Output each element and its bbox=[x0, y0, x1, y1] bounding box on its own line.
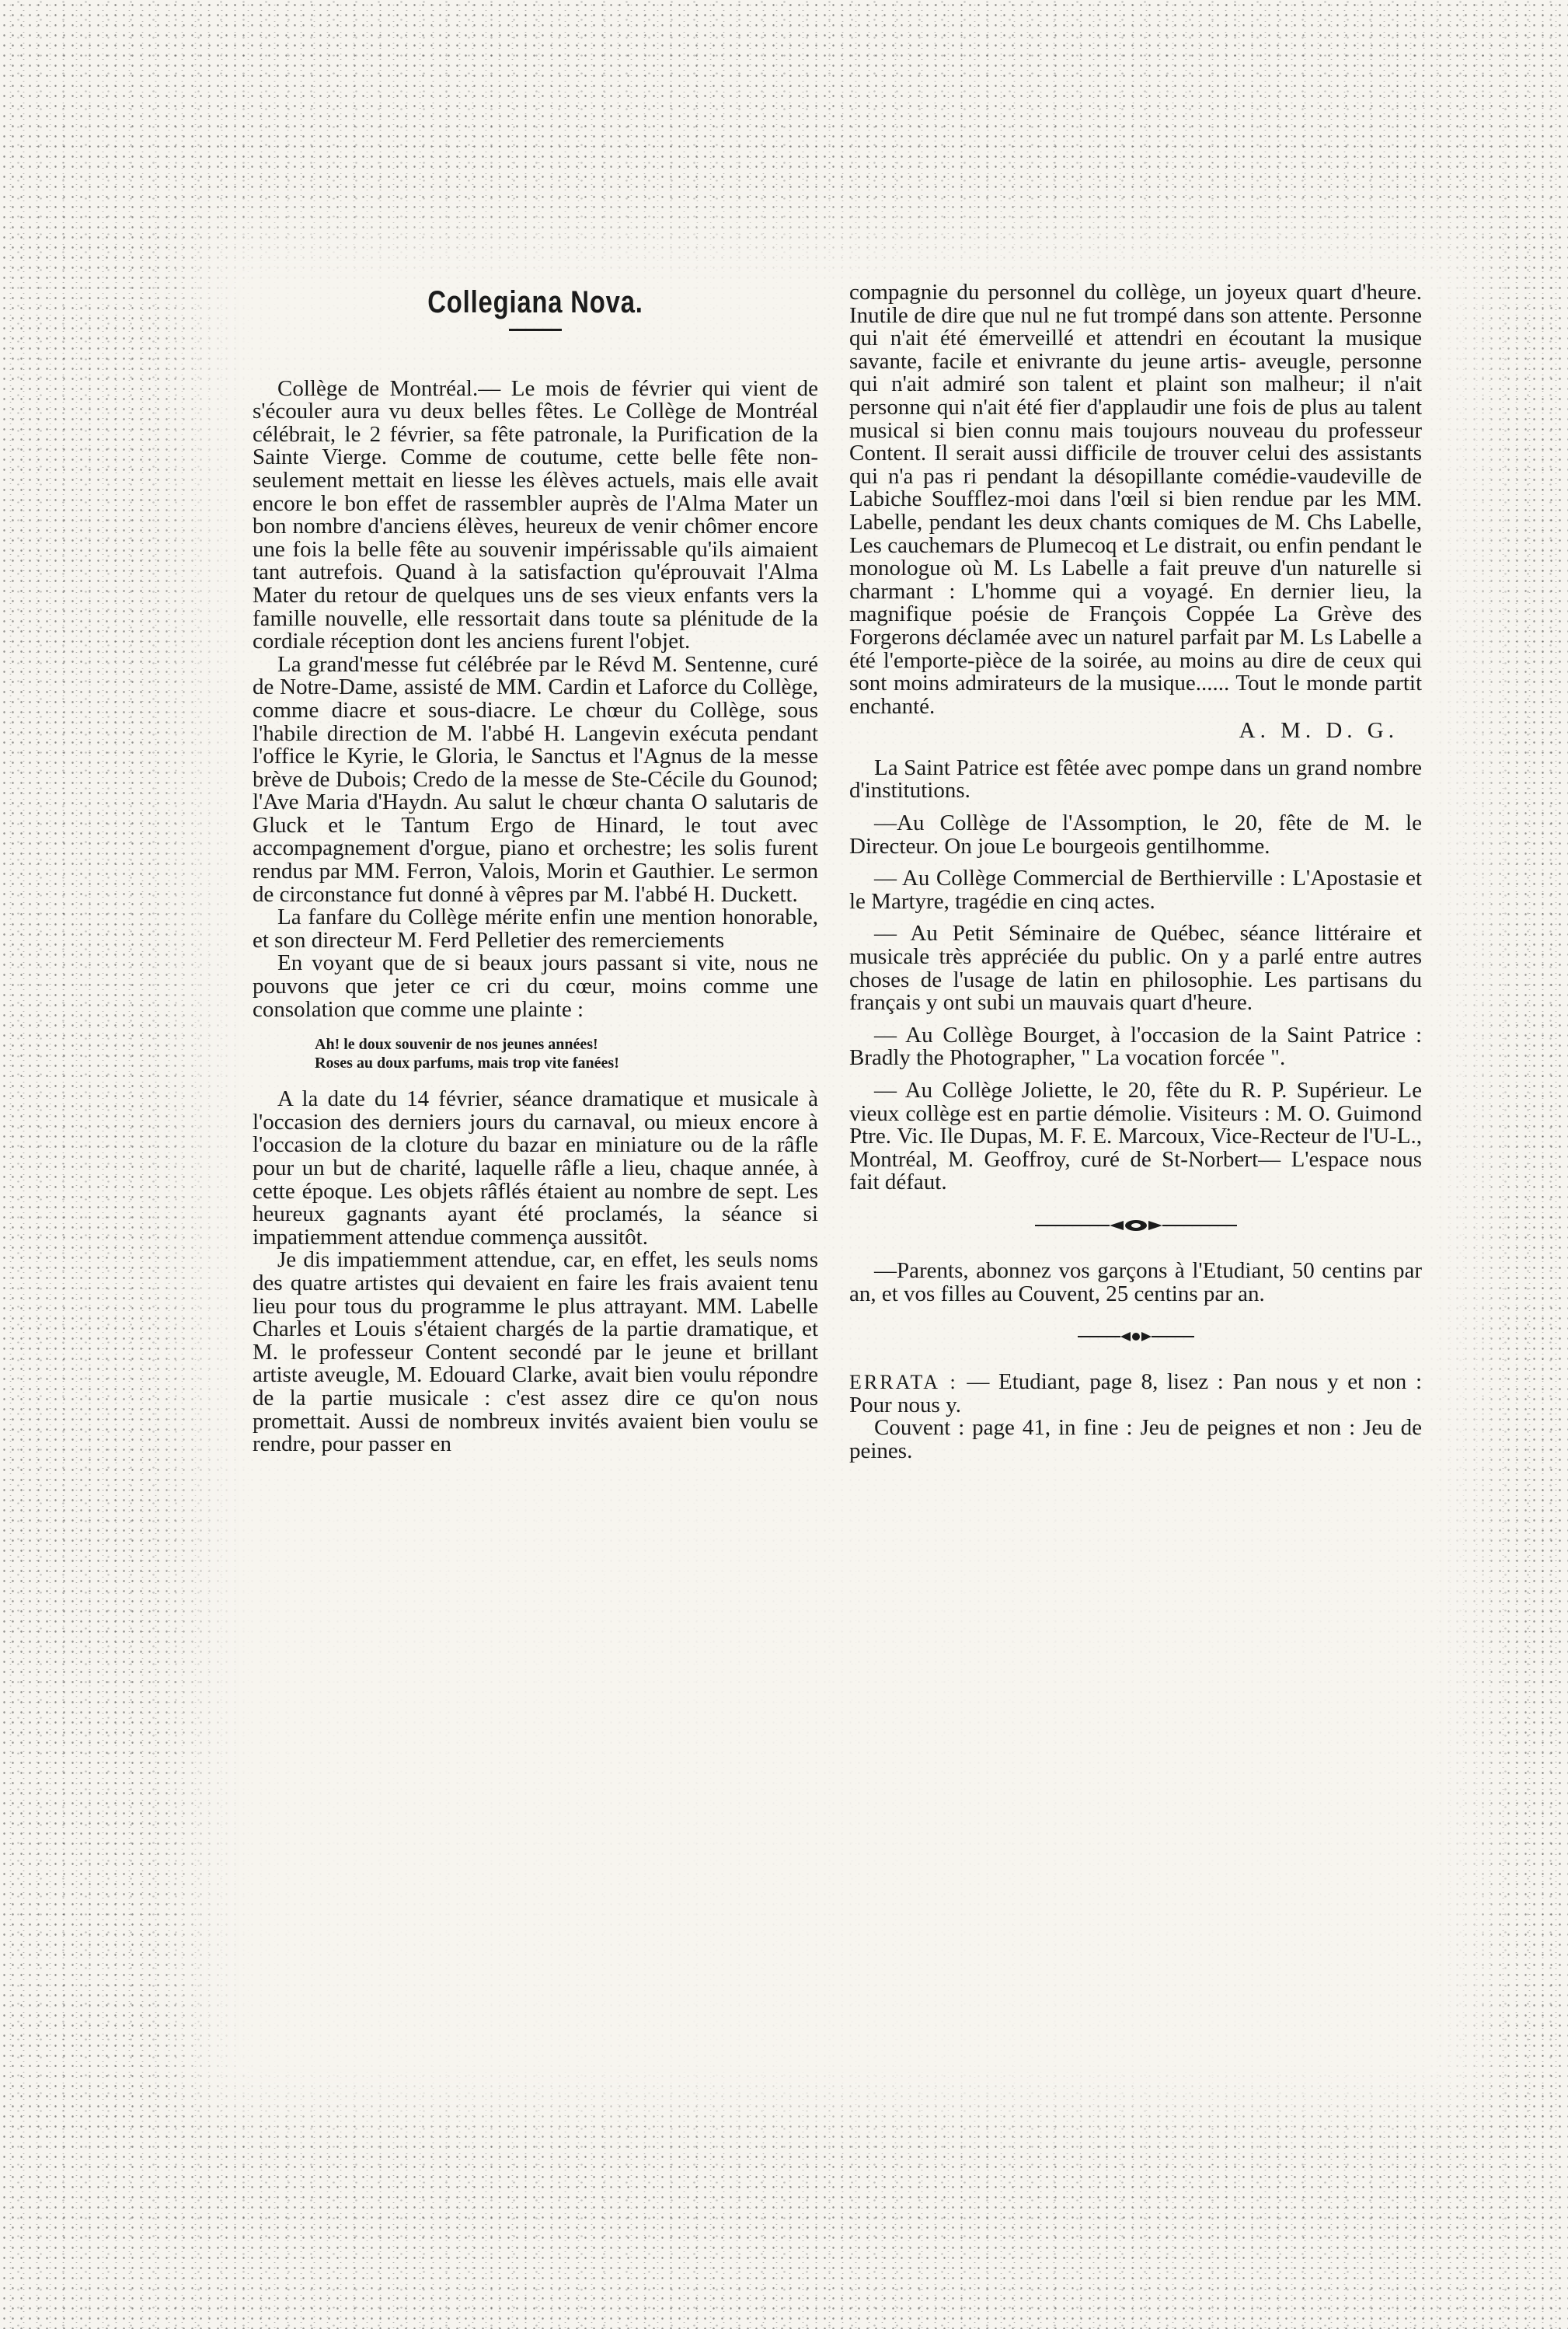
ornament-divider bbox=[849, 1321, 1422, 1352]
paragraph: La fanfare du Collège mérite enfin une mention honorable, et son directeur M. Ferd Pelletier des remerciements bbox=[253, 905, 818, 953]
ornament-divider-icon bbox=[1035, 1218, 1237, 1233]
paragraph: La grand'messe fut célébrée par le Révd M. Sentenne, curé de Notre-Dame, assisté de MM. Cardin et Laforce du Collège, comme diacre et sous-diacre. Le chœur du Collège, sous l'habile direction de M. l'abbé H. Langevin exécuta pendant l'office le Kyrie, le Gloria, le Sanctus et l'Agnus de la messe brève de Dubois; Credo de la messe de Ste-Cécile du Gounod; l'Ave Maria d'Haydn. Au salut le chœur chanta O salutaris de Gluck et le Tantum Ergo de Hinard, le tout avec accompagnement d'orgue, piano et orchestre; les solis furent rendus par MM. Ferron, Valois, Morin et Gauthier. Le sermon de circonstance fut donné à vêpres par M. l'abbé H. Duckett. bbox=[253, 651, 818, 907]
left-column bbox=[253, 285, 818, 1457]
paragraph: — Au Collège Commercial de Berthierville : L'Apostasie et le Martyre, tragédie en cinq actes. bbox=[849, 866, 1422, 914]
right-column bbox=[849, 281, 1422, 1463]
paragraph: En voyant que de si beaux jours passant si vite, nous ne pouvons que jeter ce cri du cœur, moins comme une consolation que comme une plainte : bbox=[253, 950, 818, 1022]
errata-text: — Etudiant, page 8, lisez : Pan nous y et non : Pour nous y. bbox=[849, 1369, 1423, 1417]
paragraph: —Parents, abonnez vos garçons à l'Etudiant, 50 centins par an, et vos filles au Couvent, 25 centins par an. bbox=[849, 1257, 1422, 1306]
paragraph: A la date du 14 février, séance dramatique et musicale à l'occasion des derniers jours du carnaval, ou mieux encore à l'occasion de la cloture du bazar en miniature ou de la râfle pour un but de charité, laquelle râfle a lieu, chaque année, à cette époque. Les objets râflés étaient au nombre de sept. Les heureux gagnants ayant été proclamés, la séance si impatiemment attendue commença aussitôt. bbox=[253, 1086, 818, 1250]
paragraph: — Au Collège Joliette, le 20, fête du R. P. Supérieur. Le vieux collège est en partie démolie. Visiteurs : M. O. Guimond Ptre. Vic. Ile Dupas, M. F. E. Marcoux, Vice-Recteur de l'U-L., Montréal, M. Geoffroy, curé de St-Norbert— L'espace nous fait défaut. bbox=[849, 1078, 1422, 1195]
paragraph: La Saint Patrice est fêtée avec pompe dans un grand nombre d'institutions. bbox=[849, 755, 1422, 804]
paragraph: Collège de Montréal.— Le mois de février qui vient de s'écouler aura vu deux belles fêtes. Le Collège de Montréal célébrait, le 2 février, sa fête patronale, la Purification de la Sainte Vierge. Comme de coutume, cette belle fête non-seulement mettait en liesse les élèves actuels, mais elle avait encore le bon effet de rassembler auprès de l'Alma Mater un bon nombre d'anciens élèves, heureux de venir chômer encore une fois la belle fête au souvenir impérissable qu'ils aimaient tant autrefois. Quand à la satisfaction qu'éprouvait l'Alma Mater du retour de quelques uns de ses vieux enfants vers la famille nouvelle, elle ressortait dans toute sa plénitude de la cordiale réception dont les anciens furent l'objet. bbox=[253, 375, 818, 654]
poem-line: Roses au doux parfums, mais trop vite fanées! bbox=[315, 1055, 619, 1072]
errata-label: ERRATA : bbox=[849, 1371, 958, 1394]
paragraph: Je dis impatiemment attendue, car, en effet, les seuls noms des quatre artistes qui devaient en faire les frais avaient tenu lieu pour tous du programme le plus attrayant. MM. Labelle Charles et Louis s'étaient chargés de la partie dramatique, et M. le professeur Content secondé par le jeune et brillant artiste aveugle, M. Edouard Clarke, avait bien voulu répondre de la partie musicale : c'est assez dire ce qu'on nous promettait. Aussi de nombreux invités avaient bien voulu se rendre, pour passer en bbox=[253, 1247, 818, 1457]
page-title: Collegiana Nova. bbox=[427, 285, 643, 319]
paragraph: compagnie du personnel du collège, un joyeux quart d'heure. Inutile de dire que nul ne fut trompé dans son attente. Personne qui n'ait été émerveillé et attendri en écoutant la musique savante, facile et enivrante du jeune artis- aveugle, personne qui n'ait admiré son talent et plaint son malheur; il n'ait personne qui n'ait été fier d'applaudir une fois de plus au talent musical si bien connu mais toujours nouveau du professeur Content. Il serait aussi difficile de trouver celui des assistants qui n'a pas ri pendant la désopillante comédie-vaudeville de Labiche Soufflez-moi dans l'œil si bien rendue par les MM. Labelle, pendant les deux chants comiques de M. Chs Labelle, Les cauchemars de Plumecoq et Le distrait, ou enfin pendant le monologue où M. Ls Labelle a fait preuve d'un naturelle si charmant : L'homme qui a voyagé. En dernier lieu, la magnifique poésie de François Coppée La Grève des Forgerons déclamée avec un naturel parfait par M. Ls Labelle a été l'emporte-pièce de la soirée, au moins au dire de ceux qui sont moins admirateurs de la musique...... Tout le monde partit enchanté. bbox=[849, 280, 1422, 719]
paragraph: — Au Collège Bourget, à l'occasion de la Saint Patrice : Bradly the Photographer, " La vocation forcée ". bbox=[849, 1022, 1422, 1071]
title-rule bbox=[509, 329, 562, 331]
ornament-divider-icon bbox=[1078, 1330, 1194, 1344]
ornament-divider bbox=[849, 1210, 1422, 1241]
paragraph: — Au Petit Séminaire de Québec, séance littéraire et musicale très appréciée du public. On y a parlé entre autres choses de l'usage de latin en philosophie. Les partisans du français y ont subi un mauvais quart d'heure. bbox=[849, 921, 1422, 1016]
paragraph: —Au Collège de l'Assomption, le 20, fête de M. le Directeur. On joue Le bourgeois gentilhomme. bbox=[849, 811, 1422, 859]
signature-amdg: A. M. D. G. bbox=[1239, 718, 1399, 744]
poem-line: Ah! le doux souvenir de nos jeunes années! bbox=[315, 1036, 598, 1054]
errata-line: Couvent : page 41, in fine : Jeu de peignes et non : Jeu de peines. bbox=[849, 1415, 1422, 1463]
poem-quote bbox=[315, 1035, 818, 1072]
errata-line bbox=[849, 1371, 1422, 1417]
